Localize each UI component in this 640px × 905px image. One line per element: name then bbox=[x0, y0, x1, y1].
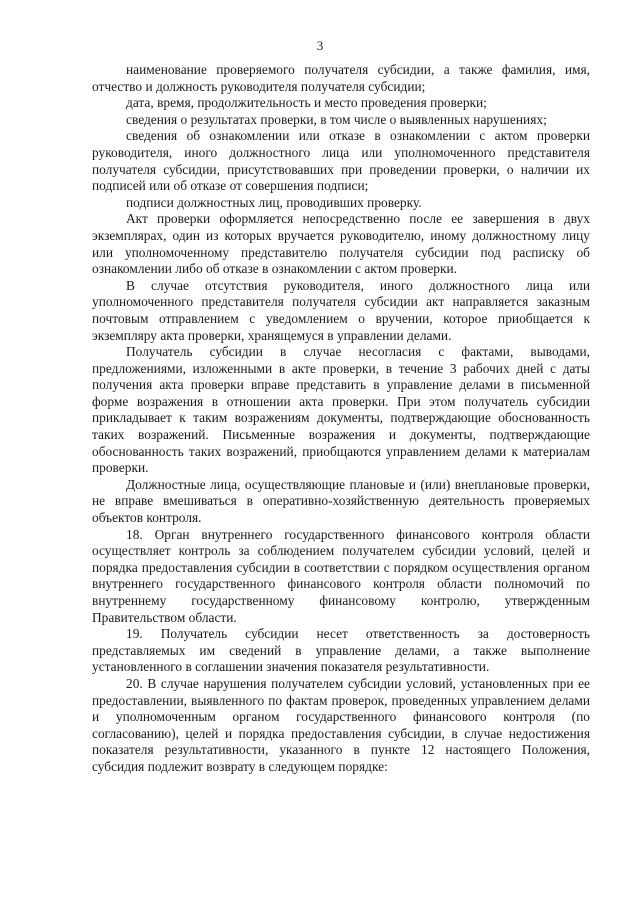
page-number: 3 bbox=[316, 38, 324, 53]
paragraph-7: В случае отсутствия руководителя, иного должностного лица или уполномоченного представителя получателя субсидии акт направляется заказным почтовым отправлением с уведомлением о вручении, которое приобщается к экземпляру акта проверки, хранящемуся в управлении делами. bbox=[92, 277, 590, 343]
document-body bbox=[92, 62, 590, 776]
paragraph-12: 20. В случае нарушения получателем субсидии условий, установленных при ее предоставлении, выявленного по фактам проверок, проведенных управлением делами и уполномоченным органом государственного финансового контроля (по согласованию), целей и порядка предоставления субсидии, в случае недостижения показателя результативности, указанного в пункте 12 настоящего Положения, субсидия подлежит возврату в следующем порядке: bbox=[92, 675, 590, 774]
paragraph-3: сведения о результатах проверки, в том числе о выявленных нарушениях; bbox=[126, 111, 547, 127]
paragraph-10: 18. Орган внутреннего государственного финансового контроля области осуществляет контроль за соблюдением получателем субсидии условий, целей и порядка предоставления субсидии в соответствии с порядком осуществления органом внутреннего государственного финансового контроля области полномочий по внутреннему государственному финансовому контролю, утвержденным Правительством области. bbox=[92, 526, 590, 625]
paragraph-1: наименование проверяемого получателя субсидии, а также фамилия, имя, отчество и должность руководителя получателя субсидии; bbox=[92, 62, 590, 94]
paragraph-8: Получатель субсидии в случае несогласия с фактами, выводами, предложениями, изложенными в акте проверки, в течение 3 рабочих дней с даты получения акта проверки вправе представить в управление делами в письменной форме возражения в отношении акта проверки. При этом получатель субсидии прикладывает к таким возражениям документы, подтверждающие обоснованность таких возражений. Письменные возражения и документы, подтверждающие обоснованность таких возражений, приобщаются управлением делами к материалам проверки. bbox=[92, 344, 590, 476]
paragraph-5: подписи должностных лиц, проводивших проверку. bbox=[126, 194, 422, 210]
paragraph-4: сведения об ознакомлении или отказе в ознакомлении с актом проверки руководителя, иного должностного лица или уполномоченного представителя получателя субсидии, присутствовавших при проведении проверки, о наличии их подписей или об отказе от совершения подписи; bbox=[92, 128, 590, 194]
paragraph-2: дата, время, продолжительность и место проведения проверки; bbox=[126, 95, 487, 111]
paragraph-9: Должностные лица, осуществляющие плановые и (или) внеплановые проверки, не вправе вмешиваться в оперативно-хозяйственную деятельность проверяемых объектов контроля. bbox=[92, 476, 590, 526]
paragraph-11: 19. Получатель субсидии несет ответственность за достоверность представляемых им сведений в управление делами, а также выполнение установленного в соглашении значения показателя результативности. bbox=[92, 626, 590, 675]
paragraph-6: Акт проверки оформляется непосредственно после ее завершения в двух экземплярах, один из которых вручается руководителю, иному должностному лицу или уполномоченному представителю получателя субсидии под расписку об ознакомлении либо об отказе в ознакомлении с актом проверки. bbox=[92, 211, 590, 277]
